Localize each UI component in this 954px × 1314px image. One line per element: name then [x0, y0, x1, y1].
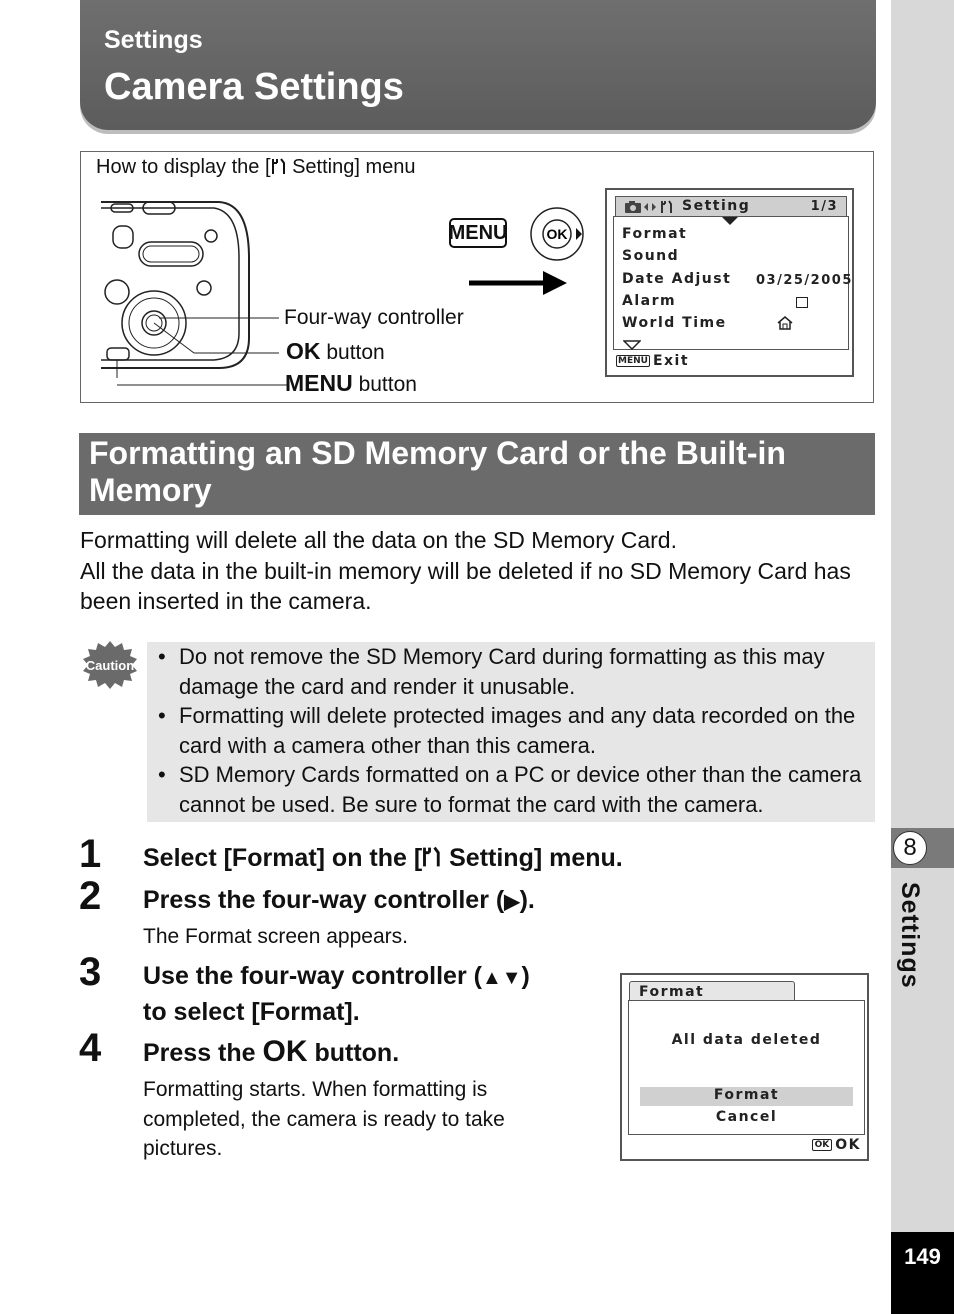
right-triangle-icon: ▶	[504, 891, 520, 913]
chapter-strip	[891, 0, 954, 1314]
step-4-number: 4	[79, 1026, 102, 1070]
ok-key-text: OK	[546, 226, 568, 242]
home-icon	[777, 316, 793, 330]
step-3-line-2: to select [Format].	[143, 998, 360, 1026]
menu-footer-key-icon: MENU	[618, 356, 648, 366]
menu-item-format[interactable]: Format	[622, 226, 688, 242]
camera-tab-icon	[622, 200, 658, 214]
menu-item-date-adjust[interactable]: Date Adjust	[622, 271, 732, 287]
section-heading: Formatting an SD Memory Card or the Built-in Memory	[79, 433, 875, 515]
step-1-post: Setting] menu.	[442, 844, 623, 872]
step-4-sub: Formatting starts. When formatting is completed, the camera is ready to take pictures.	[143, 1078, 505, 1160]
date-value: 03/25/2005	[756, 273, 853, 288]
format-tab-label: Format	[639, 984, 705, 1000]
label-four-way-controller: Four-way controller	[284, 306, 464, 329]
step-2-close: ).	[519, 886, 535, 914]
ok-key-glyph: OK	[262, 1035, 308, 1068]
caution-box	[147, 642, 875, 822]
label-menu-text: button	[358, 373, 417, 396]
format-dialog	[628, 1000, 865, 1135]
step-4-text	[143, 1035, 399, 1070]
menu-leader-line	[117, 384, 287, 387]
label-ok-text: button	[326, 341, 385, 364]
step-2-number: 2	[79, 874, 102, 918]
setting-tab-label: Setting	[682, 198, 751, 214]
format-option-cancel[interactable]: Cancel	[715, 1109, 778, 1125]
header-banner	[80, 0, 876, 130]
menu-item-world-time[interactable]: World Time	[622, 315, 727, 331]
step-1-text	[143, 841, 623, 875]
step-3-close: )	[521, 962, 530, 990]
scroll-down-indicator-icon	[722, 217, 738, 226]
page-number: 149	[891, 1232, 954, 1314]
format-tab-bar	[629, 981, 795, 1001]
step-2-sub: The Format screen appears.	[143, 925, 408, 948]
chapter-number: 8	[893, 831, 927, 865]
setting-footer	[616, 353, 689, 369]
setting-menu-list	[613, 216, 853, 350]
howto-title-post: Setting] menu	[286, 156, 416, 178]
caution-item: • Formatting will delete protected images and any data recorded on the card with a camera other than this camera.	[147, 701, 875, 760]
step-3-number: 3	[79, 950, 102, 994]
ok-key-icon	[529, 206, 585, 267]
wrench-icon	[271, 158, 287, 175]
step-1-number: 1	[79, 832, 102, 876]
caution-icon	[82, 640, 138, 690]
ok-footer-key-icon: OK	[812, 1139, 833, 1151]
scroll-down-outline-icon	[623, 340, 641, 350]
setting-tab-bar	[615, 196, 847, 216]
intro-line-2: All the data in the built-in memory will be deleted if no SD Memory Card has been inserted in the camera.	[80, 557, 851, 614]
format-footer	[812, 1137, 861, 1153]
setting-footer-exit[interactable]: Exit	[652, 353, 690, 369]
format-screen	[620, 973, 869, 1161]
caution-icon-label: Caution	[85, 658, 135, 673]
setting-menu-screen	[605, 188, 854, 377]
intro-line-1: Formatting will delete all the data on the SD Memory Card.	[80, 527, 677, 553]
ok-key-glyph: OK	[286, 338, 321, 364]
step-2-text	[143, 883, 535, 919]
label-ok-button	[286, 338, 385, 365]
step-4-post: button.	[307, 1039, 400, 1067]
chapter-label: Settings	[896, 882, 924, 989]
format-option-format[interactable]: Format	[640, 1087, 853, 1106]
format-footer-ok[interactable]: OK	[835, 1137, 861, 1153]
right-arrow-icon	[469, 270, 567, 296]
camera-illustration-icon	[99, 198, 279, 378]
up-down-triangle-icon: ▲▼	[481, 967, 522, 989]
caution-item: • Do not remove the SD Memory Card during formatting as this may damage the card and render it unusable.	[147, 642, 875, 701]
step-4-pre: Press the	[143, 1039, 263, 1067]
menu-key-glyph: MENU	[285, 370, 353, 396]
step-2-pre: Press the four-way controller (	[143, 886, 505, 914]
howto-title	[96, 156, 416, 179]
format-message: All data deleted	[671, 1032, 822, 1048]
section-label: Settings	[104, 26, 203, 54]
howto-title-pre: How to display the [	[96, 156, 271, 178]
wrench-tab-icon	[660, 200, 674, 214]
step-3-pre: Use the four-way controller (	[143, 962, 482, 990]
label-menu-button	[285, 370, 417, 397]
alarm-off-icon	[796, 297, 808, 308]
setting-page-indicator: 1/3	[810, 199, 838, 214]
step-1-pre: Select [Format] on the [	[143, 844, 423, 872]
page-title: Camera Settings	[104, 66, 404, 108]
caution-item: • SD Memory Cards formatted on a PC or device other than the camera cannot be used. Be sure to format the card with the camera.	[147, 760, 875, 819]
menu-key-icon: MENU	[449, 218, 507, 248]
menu-item-sound[interactable]: Sound	[622, 248, 680, 264]
intro-paragraph	[80, 525, 880, 617]
step-3-text	[143, 959, 530, 1029]
wrench-icon	[422, 846, 442, 868]
menu-item-alarm[interactable]: Alarm	[622, 293, 677, 309]
